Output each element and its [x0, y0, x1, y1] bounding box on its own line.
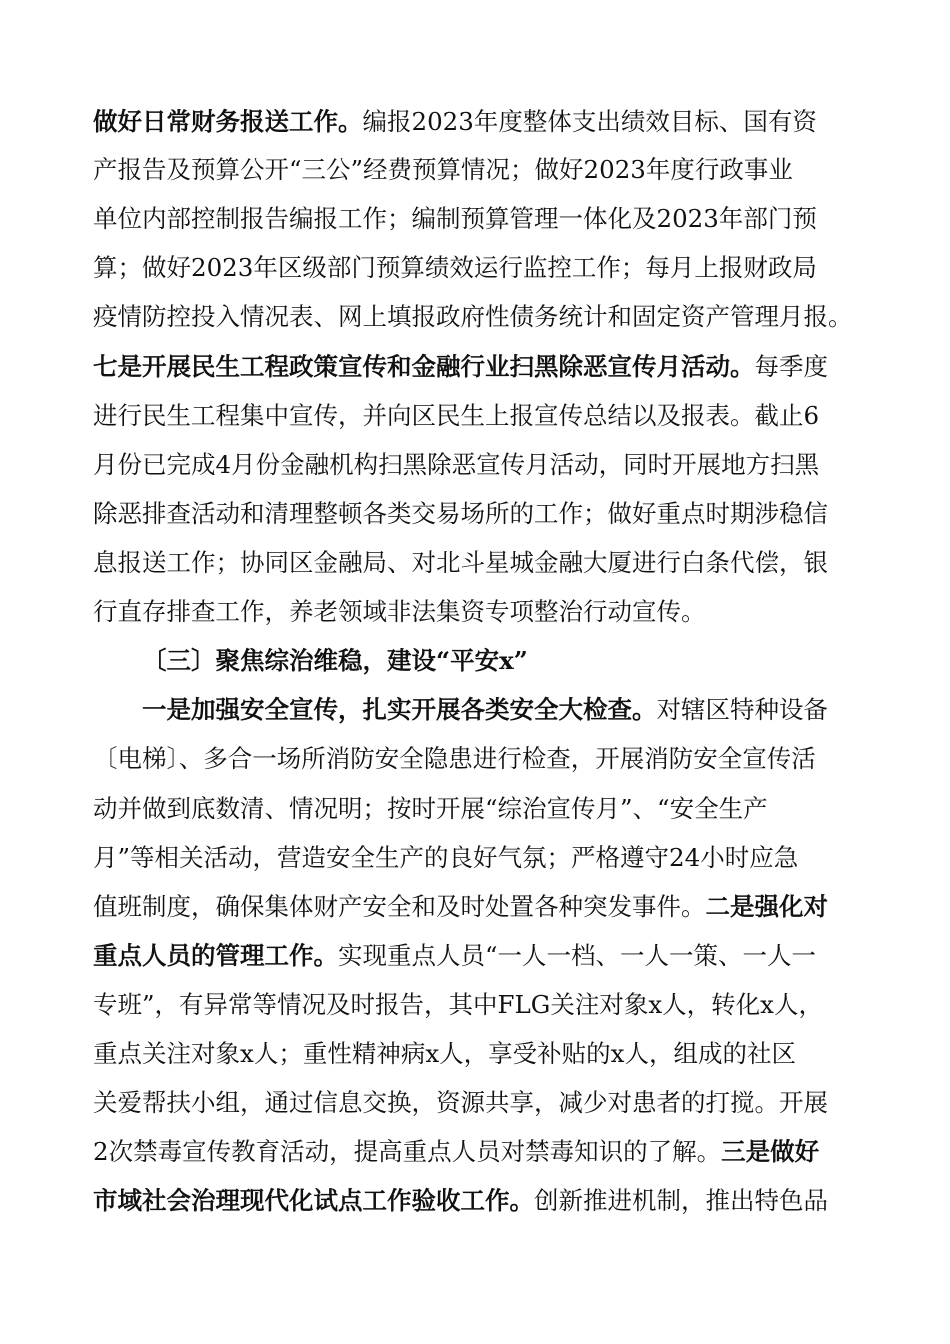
- bold-heading-span: 三是做好: [721, 1137, 820, 1166]
- text-span: 2次禁毒宣传教育活动，提高重点人员对禁毒知识的了解。: [93, 1137, 722, 1166]
- bold-heading-span: 做好日常财务报送工作。: [93, 107, 363, 136]
- text-line: [142, 690, 882, 730]
- text-span: 行直存排查工作，养老领域非法集资专项整治行动宣传。: [93, 597, 706, 626]
- bold-heading-span: 重点人员的管理工作。: [93, 941, 338, 970]
- text-span: 每季度: [754, 352, 828, 381]
- text-line: [93, 592, 883, 632]
- text-span: 进行民生工程集中宣传，并向区民生上报宣传总结以及报表。截止6: [93, 401, 820, 430]
- text-span: 值班制度，确保集体财产安全和及时处置各种突发事件。: [93, 892, 706, 921]
- text-span: 动并做到底数清、情况明；按时开展“综治宣传月”、“安全生产: [93, 794, 768, 823]
- bold-heading-span: 二是强化对: [705, 892, 828, 921]
- text-span: 单位内部控制报告编报工作；编制预算管理一体化及2023年部门预: [93, 204, 817, 233]
- text-line: [93, 396, 883, 436]
- text-span: 创新推进机制，推出特色品: [534, 1186, 828, 1215]
- text-span: 专班”，有异常等情况及时报告，其中FLG关注对象x人，转化x人，: [93, 990, 823, 1019]
- text-line: [93, 199, 883, 239]
- text-line: [93, 543, 883, 583]
- bold-heading-span: 市域社会治理现代化试点工作验收工作。: [93, 1186, 534, 1215]
- text-line: [93, 1034, 883, 1074]
- text-span: 算；做好2023年区级部门预算绩效运行监控工作；每月上报财政局: [93, 253, 817, 282]
- text-span: 重点关注对象x人；重性精神病x人，享受补贴的x人，组成的社区: [93, 1039, 796, 1068]
- text-span: 产报告及预算公开“三公”经费预算情况；做好2023年度行政事业: [93, 155, 793, 184]
- text-line: [93, 1083, 883, 1123]
- text-span: 月份已完成4月份金融机构扫黑除恶宣传月活动，同时开展地方扫黑: [93, 450, 820, 479]
- text-span: 月”等相关活动，营造安全生产的良好气氛；严格遵守24小时应急: [93, 843, 799, 872]
- bold-heading-span: 一是加强安全宣传，扎实开展各类安全大检查。: [142, 695, 657, 724]
- bold-heading-span: 七是开展民生工程政策宣传和金融行业扫黑除恶宣传月活动。: [93, 352, 755, 381]
- text-line: [93, 1181, 883, 1221]
- text-span: 实现重点人员“一人一档、一人一策、一人一: [338, 941, 817, 970]
- text-line: [93, 936, 883, 976]
- text-line: [93, 494, 883, 534]
- text-span: 〔电梯〕、多合一场所消防安全隐患进行检查，开展消防安全宣传活: [93, 744, 816, 773]
- text-span: 息报送工作；协同区金融局、对北斗星城金融大厦进行白条代偿，银: [93, 548, 828, 577]
- text-span: 关爱帮扶小组，通过信息交换，资源共享，减少对患者的打搅。开展: [93, 1088, 828, 1117]
- text-span: 除恶排查活动和清理整顿各类交易场所的工作；做好重点时期涉稳信: [93, 499, 828, 528]
- text-line: [93, 739, 883, 779]
- text-span: 疫情防控投入情况表、网上填报政府性债务统计和固定资产管理月报。: [93, 302, 853, 331]
- text-span: 对辖区特种设备: [656, 695, 828, 724]
- text-line: [93, 985, 883, 1025]
- text-line: [93, 789, 883, 829]
- text-line: [93, 1132, 883, 1172]
- text-line: [93, 102, 883, 142]
- section-heading-text: 〔三〕聚焦综治维稳，建设“平安x”: [142, 646, 528, 675]
- text-line: [93, 248, 883, 288]
- text-line: [93, 445, 883, 485]
- text-span: 编报2023年度整体支出绩效目标、国有资: [362, 107, 817, 136]
- section-heading: [142, 641, 882, 681]
- text-line: [93, 150, 883, 190]
- text-line: [93, 347, 883, 387]
- text-line: [93, 838, 883, 878]
- text-line: [93, 297, 883, 337]
- text-line: [93, 887, 883, 927]
